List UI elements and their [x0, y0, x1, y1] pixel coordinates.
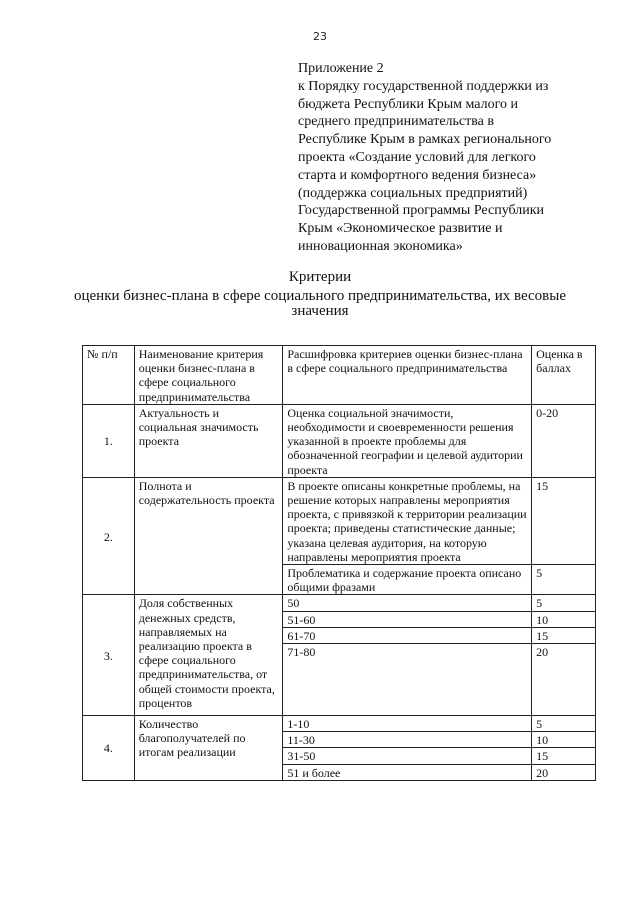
- option-score: 20: [532, 644, 596, 716]
- criterion-name: Количество благополучателей по итогам реализации: [134, 716, 283, 781]
- table-row: [83, 477, 596, 564]
- appendix-line: бюджета Республики Крым малого и: [298, 96, 519, 112]
- table-row: [83, 716, 596, 732]
- document-title: Критерии: [288, 269, 352, 285]
- criterion-name: Доля собственных денежных средств, направляемых на реализацию проекта в сфере социального предпринимательства, от общей стоимости проекта, процентов: [134, 595, 283, 716]
- criterion-name: Полнота и содержательность проекта: [134, 477, 283, 595]
- criterion-desc: Проблематика и содержание проекта описано общими фразами: [283, 565, 532, 595]
- criteria-table: [82, 345, 596, 781]
- document-subtitle-cont: значения: [291, 303, 349, 319]
- criterion-name: Актуальность и социальная значимость проекта: [134, 404, 283, 477]
- criterion-desc: Оценка социальной значимости, необходимости и своевременности решения указанной в проекте проблемы для обозначенной географии и целевой аудитории проекта: [283, 404, 532, 477]
- option-score: 5: [532, 716, 596, 732]
- criterion-score: 0-20: [532, 404, 596, 477]
- appendix-line: к Порядку государственной поддержки из: [298, 78, 549, 94]
- option-range: 1-10: [283, 716, 532, 732]
- option-score: 15: [532, 748, 596, 764]
- appendix-line: проекта «Создание условий для легкого: [298, 149, 536, 165]
- appendix-line: Государственной программы Республики: [298, 203, 545, 219]
- option-range: 11-30: [283, 732, 532, 748]
- appendix-line: (поддержка социальных предприятий): [298, 185, 528, 201]
- row-number: 4.: [83, 716, 135, 781]
- page-number: 23: [313, 30, 327, 43]
- header-score: Оценка в баллах: [532, 346, 596, 405]
- appendix-line: Приложение 2: [298, 61, 384, 76]
- option-range: 71-80: [283, 644, 532, 716]
- criterion-desc: В проекте описаны конкретные проблемы, на решение которых направлены мероприятия проекта, с привязкой к территории реализации проекта; приведены статистические данные; указана целевая аудитория, на которую направлены мероприятия проекта: [283, 477, 532, 564]
- option-range: 61-70: [283, 627, 532, 643]
- option-score: 5: [532, 595, 596, 611]
- appendix-line: Крым «Экономическое развитие и: [298, 221, 503, 237]
- header-num: № п/п: [83, 346, 135, 405]
- table-row: [83, 404, 596, 477]
- table-header-row: [83, 346, 596, 405]
- header-name: Наименование критерия оценки бизнес-плана в сфере социального предпринимательства: [134, 346, 283, 405]
- option-score: 10: [532, 611, 596, 627]
- option-score: 15: [532, 627, 596, 643]
- option-score: 20: [532, 764, 596, 780]
- option-range: 51-60: [283, 611, 532, 627]
- appendix-block: [298, 60, 618, 256]
- row-number: 3.: [83, 595, 135, 716]
- table-row: [83, 595, 596, 611]
- appendix-line: Республике Крым в рамках регионального: [298, 132, 552, 148]
- document-subtitle: оценки бизнес-плана в сфере социального предпринимательства, их весовые: [74, 288, 566, 304]
- appendix-line: среднего предпринимательства в: [298, 114, 494, 130]
- row-number: 2.: [83, 477, 135, 595]
- row-number: 1.: [83, 404, 135, 477]
- option-score: 10: [532, 732, 596, 748]
- option-range: 50: [283, 595, 532, 611]
- option-range: 31-50: [283, 748, 532, 764]
- appendix-line: инновационная экономика»: [298, 238, 463, 254]
- criterion-score: 15: [532, 477, 596, 564]
- appendix-line: старта и комфортного ведения бизнеса»: [298, 167, 537, 183]
- criterion-score: 5: [532, 565, 596, 595]
- header-desc: Расшифровка критериев оценки бизнес-плана в сфере социального предпринимательства: [283, 346, 532, 405]
- option-range: 51 и более: [283, 764, 532, 780]
